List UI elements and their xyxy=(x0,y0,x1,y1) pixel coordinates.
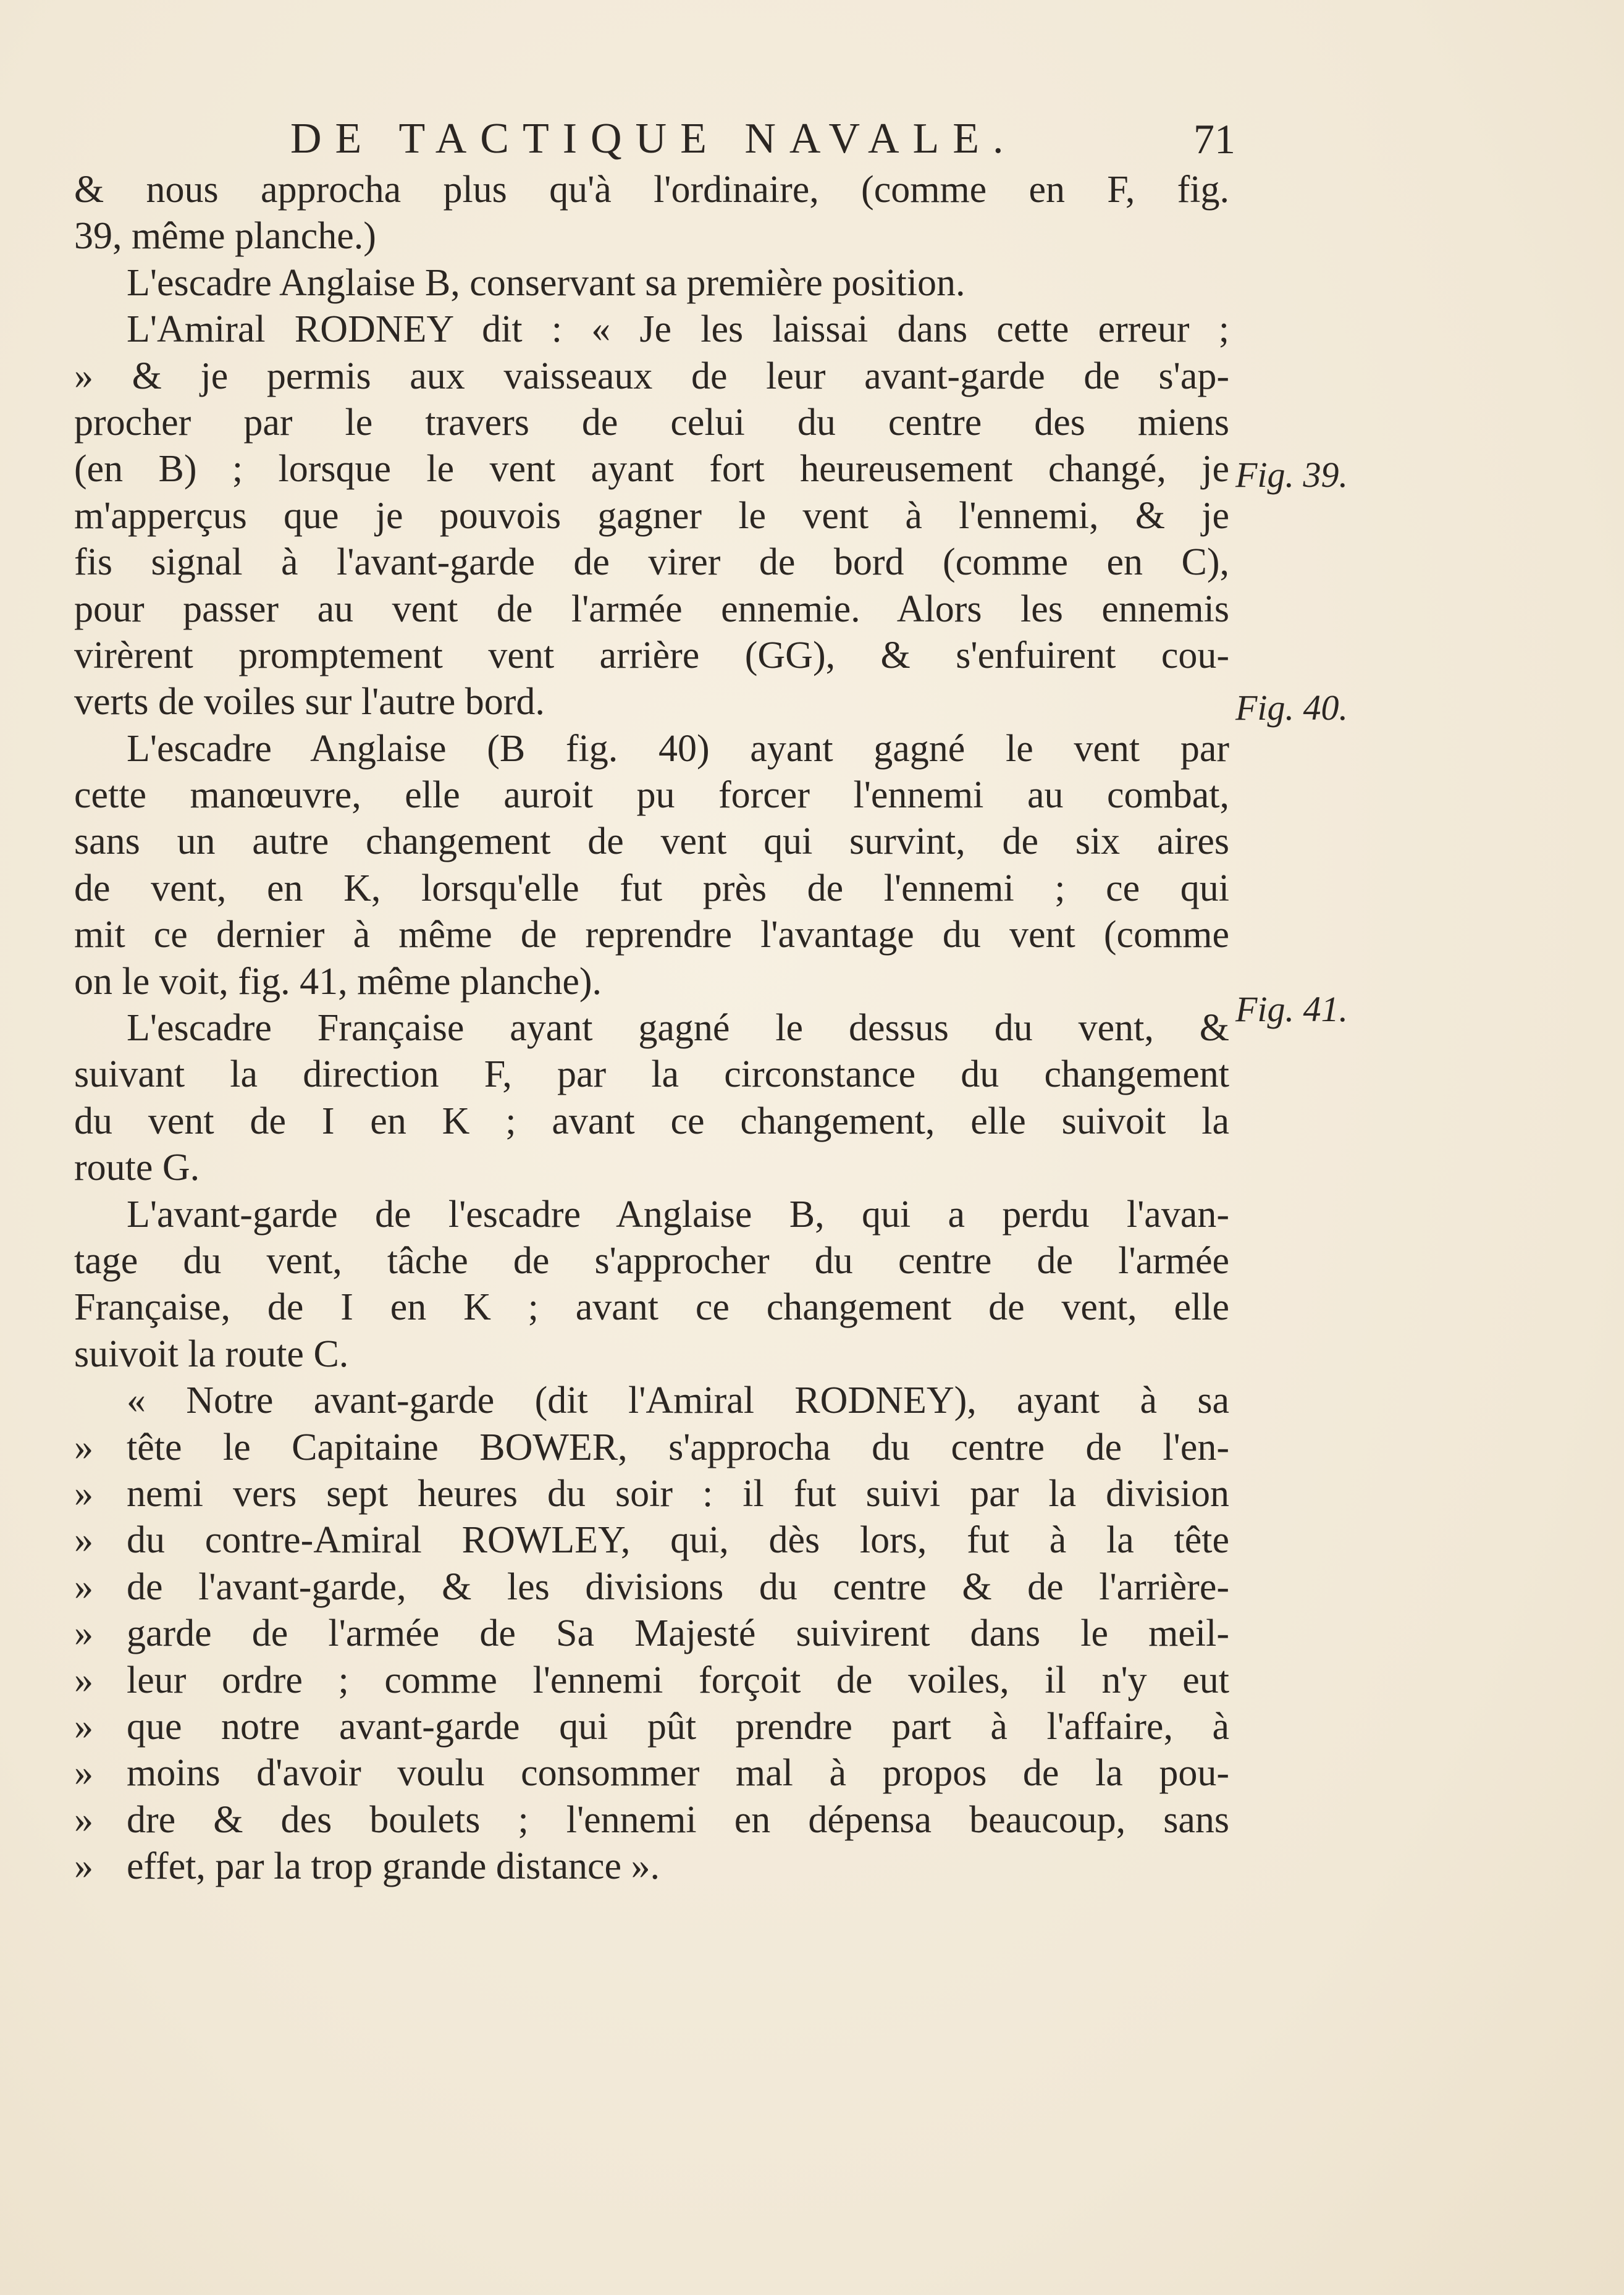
text-line: sans un autre changement de vent qui survint, de six aires xyxy=(74,820,1229,863)
page-number: 71 xyxy=(1193,116,1235,162)
text-line: & nous approcha plus qu'à l'ordinaire, (comme en F, fig. xyxy=(74,169,1229,211)
text-line: 39, même planche.) xyxy=(74,215,376,258)
quoted-text: dre & des boulets ; l'ennemi en dépensa beaucoup, sans xyxy=(127,1798,1229,1841)
quoted-text: effet, par la trop grande distance ». xyxy=(127,1845,660,1888)
quoted-text: que notre avant-garde qui pût prendre part à l'affaire, à xyxy=(127,1705,1229,1748)
text-line: Française, de I en K ; avant ce changement de vent, elle xyxy=(74,1286,1229,1329)
text-line: L'Amiral RODNEY dit : « Je les laissai dans cette erreur ; xyxy=(127,308,1229,351)
quote-mark: » xyxy=(74,1752,93,1795)
text-line: suivant la direction F, par la circonstance du changement xyxy=(74,1053,1229,1096)
quoted-text: moins d'avoir voulu consommer mal à propos de la pou- xyxy=(127,1752,1229,1795)
quoted-text: de l'avant-garde, & les divisions du centre & de l'arrière- xyxy=(127,1565,1229,1608)
margin-note-fig-41: Fig. 41. xyxy=(1235,989,1348,1029)
text-line: mit ce dernier à même de reprendre l'avantage du vent (comme xyxy=(74,914,1229,956)
quote-mark: » xyxy=(74,1472,93,1515)
text-line: pour passer au vent de l'armée ennemie. Alors les ennemis xyxy=(74,587,1229,630)
text-line: L'escadre Anglaise (B fig. 40) ayant gagné le vent par xyxy=(127,727,1229,770)
text-line: m'apperçus que je pouvois gagner le vent à l'ennemi, & je xyxy=(74,494,1229,537)
text-line: on le voit, fig. 41, même planche). xyxy=(74,960,602,1003)
quoted-text: leur ordre ; comme l'ennemi forçoit de voiles, il n'y eut xyxy=(127,1659,1229,1701)
quote-mark: » xyxy=(74,1519,93,1562)
quoted-line xyxy=(74,1611,1229,1657)
margin-note-fig-39: Fig. 39. xyxy=(1235,455,1348,495)
text-line: verts de voiles sur l'autre bord. xyxy=(74,681,545,723)
quoted-text: garde de l'armée de Sa Majesté suivirent dans le meil- xyxy=(127,1612,1229,1655)
text-line: du vent de I en K ; avant ce changement, elle suivoit la xyxy=(74,1100,1229,1142)
quoted-line xyxy=(74,1657,1229,1704)
text-line: » & je permis aux vaisseaux de leur avant-garde de s'ap- xyxy=(74,355,1229,397)
quoted-line xyxy=(74,1517,1229,1564)
quoted-line xyxy=(74,1843,1229,1890)
text-line: « Notre avant-garde (dit l'Amiral RODNEY), ayant à sa xyxy=(127,1379,1229,1422)
body-text xyxy=(74,167,1229,1890)
quoted-text: tête le Capitaine BOWER, s'approcha du centre de l'en- xyxy=(127,1426,1229,1468)
quoted-text: du contre-Amiral ROWLEY, qui, dès lors, fut à la tête xyxy=(127,1519,1229,1562)
text-line: de vent, en K, lorsqu'elle fut près de l'ennemi ; ce qui xyxy=(74,867,1229,909)
quoted-line xyxy=(74,1750,1229,1796)
quoted-text: nemi vers sept heures du soir : il fut suivi par la division xyxy=(127,1472,1229,1515)
quoted-line xyxy=(74,1471,1229,1517)
text-line: suivoit la route C. xyxy=(74,1333,349,1375)
quote-mark: » xyxy=(74,1659,93,1701)
text-line: L'escadre Anglaise B, conservant sa première position. xyxy=(127,261,966,304)
text-line: procher par le travers de celui du centre des miens xyxy=(74,401,1229,444)
text-line: fis signal à l'avant-garde de virer de bord (comme en C), xyxy=(74,541,1229,584)
quote-mark: » xyxy=(74,1426,93,1468)
text-line: virèrent promptement vent arrière (GG), & s'enfuirent cou- xyxy=(74,634,1229,676)
running-header xyxy=(290,111,1235,167)
quoted-line xyxy=(74,1797,1229,1843)
text-line: L'avant-garde de l'escadre Anglaise B, qui a perdu l'avan- xyxy=(127,1193,1229,1236)
quote-mark: » xyxy=(74,1705,93,1748)
quoted-line xyxy=(74,1425,1229,1471)
text-line: route G. xyxy=(74,1147,200,1189)
quote-mark: » xyxy=(74,1612,93,1655)
margin-note-fig-40: Fig. 40. xyxy=(1235,688,1348,728)
quote-mark: » xyxy=(74,1845,93,1888)
text-line: L'escadre Française ayant gagné le dessus du vent, & xyxy=(127,1007,1229,1050)
text-line: cette manœuvre, elle auroit pu forcer l'ennemi au combat, xyxy=(74,774,1229,817)
running-title: DE TACTIQUE NAVALE. xyxy=(290,115,1017,162)
quote-mark: » xyxy=(74,1798,93,1841)
quoted-line xyxy=(74,1704,1229,1750)
quoted-line xyxy=(74,1564,1229,1611)
text-line: (en B) ; lorsque le vent ayant fort heureusement changé, je xyxy=(74,448,1229,491)
text-line: tage du vent, tâche de s'approcher du centre de l'armée xyxy=(74,1239,1229,1282)
quote-mark: » xyxy=(74,1565,93,1608)
